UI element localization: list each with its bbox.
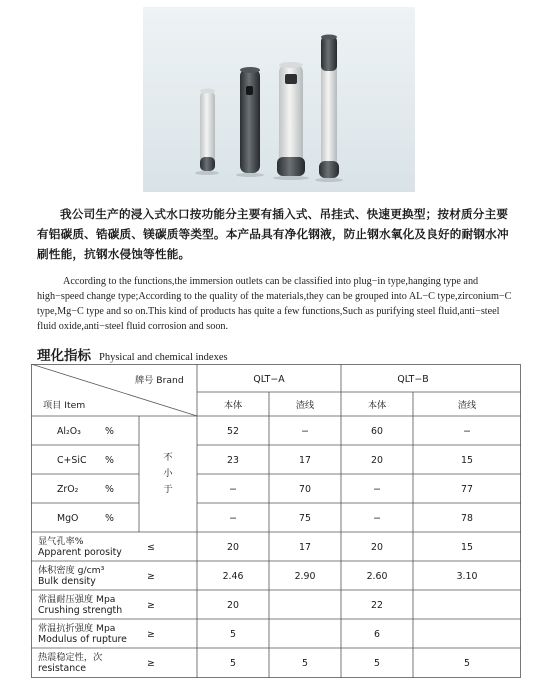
comp-name-2: ZrO₂ — [57, 484, 79, 495]
comp-name-1: C+SiC — [57, 455, 87, 466]
subcol-b-body: 本体 — [367, 400, 387, 411]
comp-val-0-3: − — [463, 426, 471, 437]
prop-val-4-2: 5 — [374, 658, 380, 669]
prop-val-1-1: 2.90 — [294, 571, 316, 582]
prop-val-0-0: 20 — [227, 542, 239, 553]
comp-unit-2: % — [105, 484, 114, 495]
prop-en-4: resistance — [38, 663, 87, 674]
prop-cn-3: 常温抗折强度 Mpa — [38, 623, 116, 634]
comp-unit-3: % — [105, 513, 114, 524]
composition-rows — [57, 426, 473, 524]
not-less-than-1: 不 — [163, 452, 173, 463]
prop-val-4-3: 5 — [464, 658, 470, 669]
product-photo — [143, 7, 415, 192]
prop-val-0-1: 17 — [299, 542, 311, 553]
prop-val-1-2: 2.60 — [366, 571, 388, 582]
section-title-cn: 理化指标 — [37, 348, 91, 364]
prop-val-1-0: 2.46 — [222, 571, 244, 582]
comp-val-0-1: − — [301, 426, 309, 437]
comp-val-1-2: 20 — [371, 455, 383, 466]
not-less-than-3: 于 — [163, 484, 173, 495]
comp-val-1-0: 23 — [227, 455, 239, 466]
section-title-en: Physical and chemical indexes — [99, 352, 228, 363]
prop-op-1: ≥ — [147, 571, 155, 582]
comp-val-2-2: − — [373, 484, 381, 495]
comp-val-1-3: 15 — [461, 455, 473, 466]
properties-table — [31, 364, 521, 678]
not-less-than-2: 小 — [163, 468, 173, 479]
property-rows — [38, 535, 477, 674]
section-title — [37, 344, 517, 362]
description-en: According to the functions,the immersion outlets can be classified into plug−in type,hanging type and high−speed change type;According to the quality of the materials,they can be grouped into AL−C type,zirconium−C type,Mg−C type and so on.This kind of products has quite a few functions,Such as purifying steel fluid,anti−steel fluid oxide,anti−steel fluid corrosion and soon. — [37, 276, 512, 332]
comp-val-3-3: 78 — [461, 513, 473, 524]
comp-val-2-0: − — [229, 484, 237, 495]
prop-cn-1: 体积密度 g/cm³ — [38, 565, 105, 576]
prop-val-2-2: 22 — [371, 600, 383, 611]
comp-val-2-1: 70 — [299, 484, 311, 495]
comp-unit-0: % — [105, 426, 114, 437]
comp-name-3: MgO — [57, 513, 79, 524]
comp-unit-1: % — [105, 455, 114, 466]
prop-val-2-0: 20 — [227, 600, 239, 611]
comp-val-1-1: 17 — [299, 455, 311, 466]
prop-cn-2: 常温耐压强度 Mpa — [38, 594, 116, 605]
prop-val-4-1: 5 — [302, 658, 308, 669]
header-brand: 牌号 Brand — [135, 375, 184, 386]
description-cn: 我公司生产的浸入式水口按功能分主要有插入式、吊挂式、快速更换型；按材质分主要有铝碳质、锆碳质、镁碳质等类型。本产品具有净化钢液，防止钢水氧化及良好的耐钢水冲刷性能，抗钢水侵蚀等性能。 — [37, 207, 509, 261]
prop-val-4-0: 5 — [230, 658, 236, 669]
subcol-a-slag: 渣线 — [295, 400, 315, 411]
prop-cn-0: 显气孔率% — [38, 536, 84, 547]
comp-name-0: Al₂O₃ — [57, 426, 81, 437]
comp-val-0-0: 52 — [227, 426, 239, 437]
comp-val-2-3: 77 — [461, 484, 473, 495]
subcol-a-body: 本体 — [223, 400, 243, 411]
prop-op-2: ≥ — [147, 600, 155, 611]
header-item: 项目 Item — [43, 400, 86, 411]
prop-val-0-2: 20 — [371, 542, 383, 553]
subcol-b-slag: 渣线 — [457, 400, 477, 411]
prop-op-3: ≥ — [147, 629, 155, 640]
comp-val-0-2: 60 — [371, 426, 383, 437]
prop-en-1: Bulk density — [38, 576, 96, 587]
prop-val-3-2: 6 — [374, 629, 380, 640]
prop-cn-4: 热震稳定性，次 — [38, 652, 103, 663]
prop-val-1-3: 3.10 — [456, 571, 478, 582]
prop-op-4: ≥ — [147, 658, 155, 669]
brand-qlt-a: QLT−A — [253, 374, 285, 385]
properties-table-grid — [31, 364, 521, 678]
prop-en-3: Modulus of rupture — [38, 634, 127, 645]
comp-val-3-1: 75 — [299, 513, 311, 524]
comp-val-3-0: − — [229, 513, 237, 524]
prop-op-0: ≤ — [147, 542, 155, 553]
prop-val-3-0: 5 — [230, 629, 236, 640]
prop-val-0-3: 15 — [461, 542, 473, 553]
prop-en-2: Crushing strength — [38, 605, 123, 616]
prop-en-0: Apparent porosity — [38, 547, 122, 558]
comp-val-3-2: − — [373, 513, 381, 524]
brand-qlt-b: QLT−B — [397, 374, 429, 385]
immersion-nozzles-image — [143, 7, 415, 192]
